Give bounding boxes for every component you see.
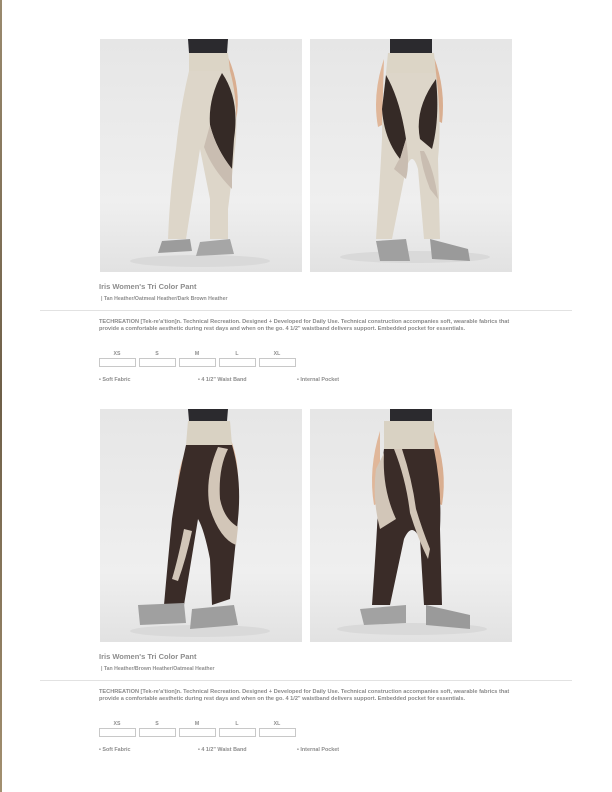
size-label-xl: XL <box>273 721 281 727</box>
product-photo-side <box>100 409 302 642</box>
size-qty-field-s[interactable] <box>139 358 176 367</box>
product-photo-side <box>100 39 302 272</box>
feature-internal-pocket: • Internal Pocket <box>297 377 340 383</box>
size-qty-field-m[interactable] <box>179 728 216 737</box>
product-description: TECHREATION [Tek-re'a'tion]n. Technical Recreation. Designed + Developed for Daily Use. Technical construction accompanies soft, wearable fabrics that provide a comfortable aesthetic during rest days and when on the go. 4 1/2" waistband delivers support. Embedded pocket for essentials. <box>99 689 510 702</box>
section-divider <box>40 680 572 681</box>
section-divider <box>40 310 572 311</box>
product-title: Iris Women's Tri Color Pant <box>99 282 197 291</box>
size-label-m: M <box>194 351 200 357</box>
size-label-s: S <box>155 721 159 727</box>
product-colorway: | Tan Heather/Brown Heather/Oatmeal Heather <box>101 666 215 672</box>
size-qty-field-s[interactable] <box>139 728 176 737</box>
size-qty-field-xl[interactable] <box>259 358 296 367</box>
size-label-xs: XS <box>113 721 121 727</box>
product-description: TECHREATION [Tek-re'a'tion]n. Technical Recreation. Designed + Developed for Daily Use. Technical construction accompanies soft, wearable fabrics that provide a comfortable aesthetic during rest days and when on the go. 4 1/2" waistband delivers support. Embedded pocket for essentials. <box>99 319 510 332</box>
size-qty-field-l[interactable] <box>219 728 256 737</box>
size-label-s: S <box>155 351 159 357</box>
feature-internal-pocket: • Internal Pocket <box>297 747 340 753</box>
size-qty-field-xs[interactable] <box>99 358 136 367</box>
size-label-xs: XS <box>113 351 121 357</box>
size-qty-field-l[interactable] <box>219 358 256 367</box>
size-qty-field-xl[interactable] <box>259 728 296 737</box>
size-qty-field-m[interactable] <box>179 358 216 367</box>
product-title: Iris Women's Tri Color Pant <box>99 652 197 661</box>
size-label-m: M <box>194 721 200 727</box>
size-qty-field-xs[interactable] <box>99 728 136 737</box>
product-photo-front <box>310 409 512 642</box>
product-photo-back <box>310 39 512 272</box>
page-edge-rule <box>0 0 2 792</box>
feature-waist-band: • 4 1/2" Waist Band <box>198 377 247 383</box>
feature-soft-fabric: • Soft Fabric <box>99 377 131 383</box>
feature-waist-band: • 4 1/2" Waist Band <box>198 747 247 753</box>
size-label-xl: XL <box>273 351 281 357</box>
size-label-l: L <box>235 721 239 727</box>
feature-soft-fabric: • Soft Fabric <box>99 747 131 753</box>
size-label-l: L <box>235 351 239 357</box>
product-colorway: | Tan Heather/Oatmeal Heather/Dark Brown Heather <box>101 296 228 302</box>
